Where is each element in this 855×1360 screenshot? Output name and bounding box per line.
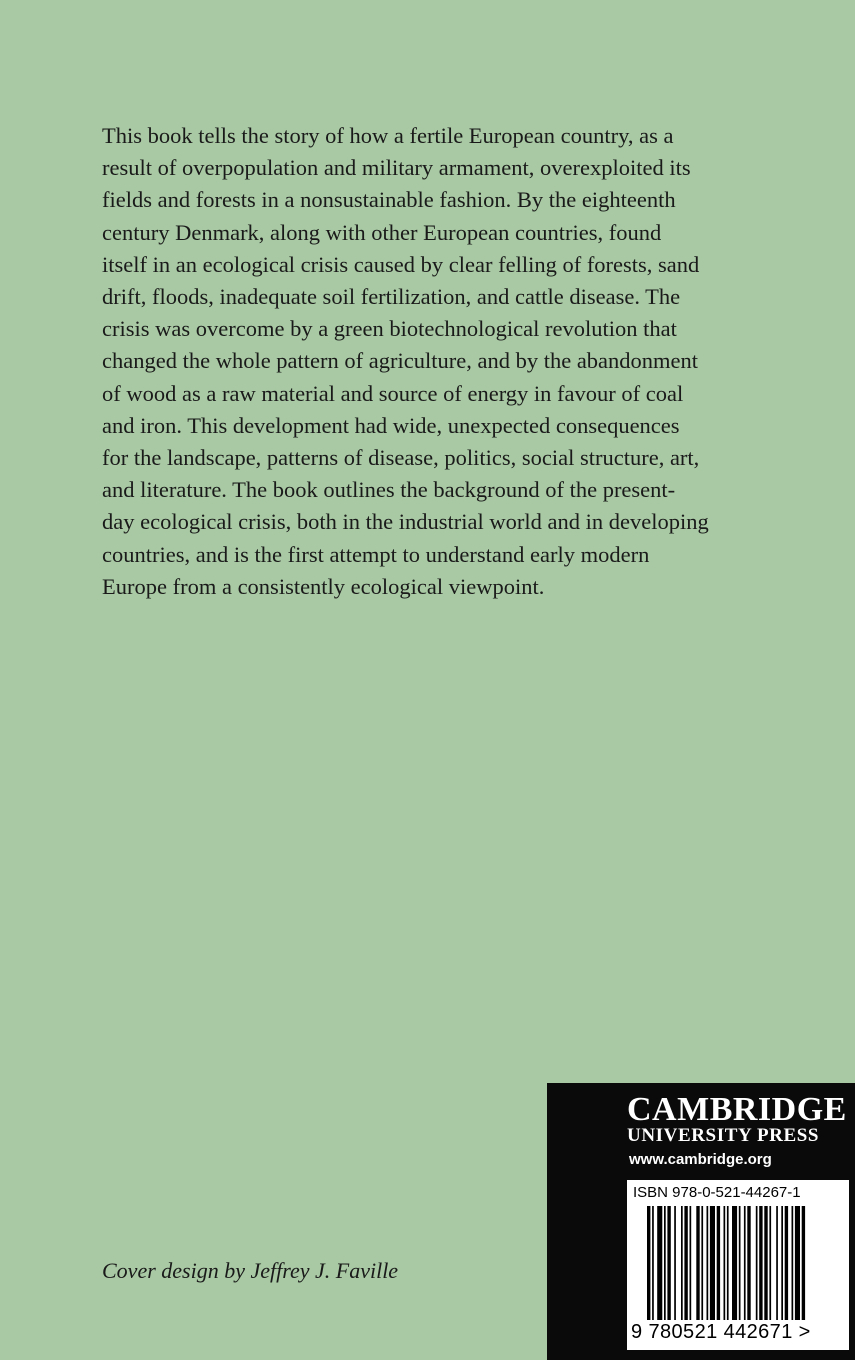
- blurb-line: and iron. This development had wide, unexpected consequences: [102, 412, 680, 438]
- blurb-line: for the landscape, patterns of disease, politics, social structure, art,: [102, 445, 700, 471]
- barcode-digits: 9 780521 442671 >: [631, 1321, 811, 1343]
- blurb-line: day ecological crisis, both in the industrial world and in developing: [102, 509, 709, 535]
- publisher-name: CAMBRIDGE: [627, 1091, 847, 1128]
- blurb-line: crisis was overcome by a green biotechnological revolution that: [102, 316, 677, 342]
- isbn-label: ISBN 978-0-521-44267-1: [633, 1184, 801, 1201]
- publisher-subname: UNIVERSITY PRESS: [627, 1125, 820, 1146]
- blurb-line: countries, and is the first attempt to understand early modern: [102, 541, 650, 567]
- blurb-line: Europe from a consistently ecological viewpoint.: [102, 573, 545, 599]
- isbn-barcode: [627, 1180, 849, 1350]
- publisher-panel: [547, 1083, 855, 1360]
- blurb-line: century Denmark, along with other European countries, found: [102, 219, 662, 245]
- blurb-line: and literature. The book outlines the background of the present-: [102, 477, 676, 503]
- back-cover-blurb: [102, 120, 762, 603]
- cover-design-credit: Cover design by Jeffrey J. Faville: [102, 1258, 399, 1283]
- blurb-line: drift, floods, inadequate soil fertilization, and cattle disease. The: [102, 284, 681, 310]
- blurb-line: fields and forests in a nonsustainable fashion. By the eighteenth: [102, 187, 676, 213]
- blurb-line: This book tells the story of how a fertile European country, as a: [102, 123, 674, 148]
- blurb-line: changed the whole pattern of agriculture, and by the abandonment: [102, 348, 699, 374]
- publisher-url: www.cambridge.org: [629, 1151, 772, 1168]
- blurb-line: itself in an ecological crisis caused by clear felling of forests, sand: [102, 251, 700, 277]
- blurb-line: result of overpopulation and military armament, overexploited its: [102, 155, 691, 181]
- blurb-line: of wood as a raw material and source of energy in favour of coal: [102, 380, 684, 406]
